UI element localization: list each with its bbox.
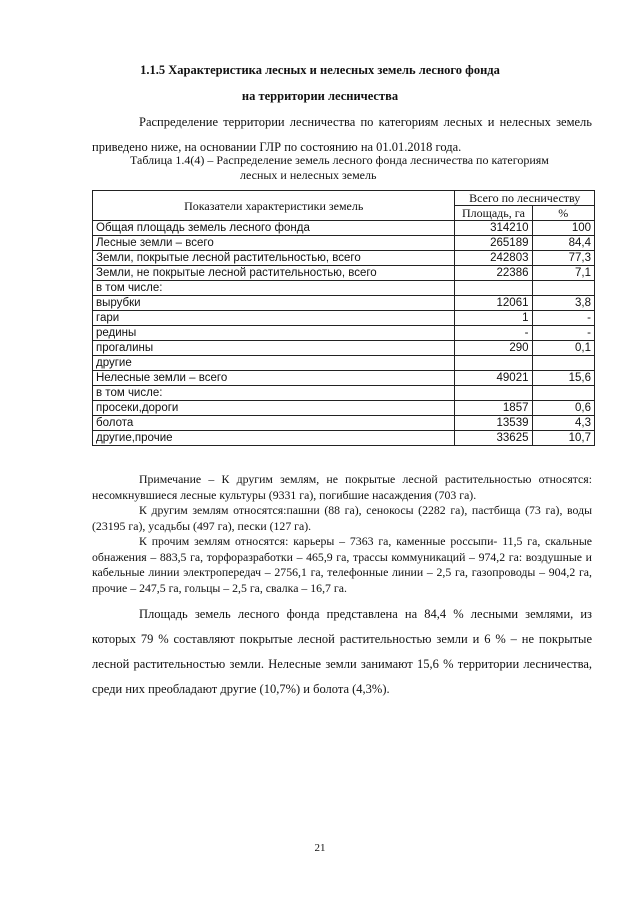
row-percent: 0,1 bbox=[532, 341, 595, 356]
row-label: в том числе: bbox=[93, 281, 455, 296]
row-area: 265189 bbox=[455, 236, 532, 251]
table-body bbox=[93, 221, 595, 446]
table-header-row bbox=[93, 191, 595, 206]
table-row bbox=[93, 401, 595, 416]
section-title: 1.1.5 Характеристика лесных и нелесных земель лесного фонда bbox=[140, 63, 500, 77]
table-row bbox=[93, 251, 595, 266]
note-other-uncovered: Примечание – К другим землям, не покрытые лесной растительностью относятся: несомкнувшиеся лесные культуры (9331 га), погибшие насаждения (703 га). bbox=[92, 472, 592, 502]
row-label: вырубки bbox=[93, 296, 455, 311]
row-label: редины bbox=[93, 326, 455, 341]
row-label: Общая площадь земель лесного фонда bbox=[93, 221, 455, 236]
row-label: другие,прочие bbox=[93, 431, 455, 446]
row-percent: 84,4 bbox=[532, 236, 595, 251]
row-percent: 15,6 bbox=[532, 371, 595, 386]
row-area bbox=[455, 281, 532, 296]
row-percent: 100 bbox=[532, 221, 595, 236]
row-label: Земли, не покрытые лесной растительностью, всего bbox=[93, 266, 455, 281]
header-indicators: Показатели характеристики земель bbox=[93, 191, 455, 221]
note-other-lands: К другим землям относятся:пашни (88 га), сенокосы (2282 га), пастбища (73 га), воды (23195 га), усадьбы (497 га), пески (127 га). bbox=[92, 503, 592, 533]
row-area: 242803 bbox=[455, 251, 532, 266]
table-row bbox=[93, 416, 595, 431]
row-label: просеки,дороги bbox=[93, 401, 455, 416]
table-row bbox=[93, 431, 595, 446]
row-area bbox=[455, 386, 532, 401]
summary-paragraph: Площадь земель лесного фонда представлена на 84,4 % лесными землями, из которых 79 % составляют покрытые лесной растительностью земли и 6 % – не покрытые лесной растительностью земли. Нелесные земли занимают 15,6 % территории лесничества, среди них преобладают другие (10,7%) и болота (4,3%). bbox=[92, 607, 592, 696]
table-row bbox=[93, 386, 595, 401]
note-misc-lands: К прочим землям относятся: карьеры – 7363 га, каменные россыпи- 11,5 га, скальные обнажения – 883,5 га, торфоразработки – 465,9 га, трассы коммуникаций – 974,2 га: воздушные и кабельные линии электропередач – 2756,1 га, телефонные линии – 2,5 га, газопроводы – 904,2 га, прочие – 247,5 га, гольцы – 2,5 га, свалка – 16,7 га. bbox=[92, 534, 592, 595]
row-area: 12061 bbox=[455, 296, 532, 311]
table-row bbox=[93, 236, 595, 251]
row-label: болота bbox=[93, 416, 455, 431]
row-percent: 4,3 bbox=[532, 416, 595, 431]
intro-paragraph: Распределение территории лесничества по категориям лесных и нелесных земель приведено ниже, на основании ГЛР по состоянию на 01.01.2018 года. bbox=[92, 115, 592, 154]
row-percent: 3,8 bbox=[532, 296, 595, 311]
table-caption: Таблица 1.4(4) – Распределение земель лесного фонда лесничества по категориям bbox=[130, 153, 549, 167]
row-area: 1 bbox=[455, 311, 532, 326]
row-area: 33625 bbox=[455, 431, 532, 446]
table-row bbox=[93, 311, 595, 326]
row-area: 1857 bbox=[455, 401, 532, 416]
row-percent bbox=[532, 356, 595, 371]
table-row bbox=[93, 221, 595, 236]
table-row bbox=[93, 266, 595, 281]
table-row bbox=[93, 356, 595, 371]
header-percent: % bbox=[532, 206, 595, 221]
row-label: Земли, покрытые лесной растительностью, всего bbox=[93, 251, 455, 266]
row-label: гари bbox=[93, 311, 455, 326]
table-row bbox=[93, 341, 595, 356]
row-label: в том числе: bbox=[93, 386, 455, 401]
row-percent bbox=[532, 281, 595, 296]
row-area: 314210 bbox=[455, 221, 532, 236]
row-percent: - bbox=[532, 326, 595, 341]
row-area: 290 bbox=[455, 341, 532, 356]
header-total: Всего по лесничеству bbox=[455, 191, 595, 206]
row-label: прогалины bbox=[93, 341, 455, 356]
row-area: 49021 bbox=[455, 371, 532, 386]
table-row bbox=[93, 371, 595, 386]
row-area: 22386 bbox=[455, 266, 532, 281]
table-row bbox=[93, 296, 595, 311]
row-percent: 0,6 bbox=[532, 401, 595, 416]
row-area bbox=[455, 356, 532, 371]
section-subtitle: на территории лесничества bbox=[241, 89, 399, 103]
header-area: Площадь, га bbox=[455, 206, 532, 221]
table-row bbox=[93, 281, 595, 296]
row-percent: 77,3 bbox=[532, 251, 595, 266]
row-percent: - bbox=[532, 311, 595, 326]
row-percent bbox=[532, 386, 595, 401]
row-label: Лесные земли – всего bbox=[93, 236, 455, 251]
row-percent: 7,1 bbox=[532, 266, 595, 281]
page-number: 21 bbox=[314, 842, 326, 854]
row-label: другие bbox=[93, 356, 455, 371]
row-label: Нелесные земли – всего bbox=[93, 371, 455, 386]
notes-block bbox=[92, 472, 592, 596]
table-row bbox=[93, 326, 595, 341]
row-percent: 10,7 bbox=[532, 431, 595, 446]
table-caption-continued: лесных и нелесных земель bbox=[240, 168, 377, 182]
row-area: 13539 bbox=[455, 416, 532, 431]
row-area: - bbox=[455, 326, 532, 341]
land-distribution-table bbox=[92, 190, 595, 446]
